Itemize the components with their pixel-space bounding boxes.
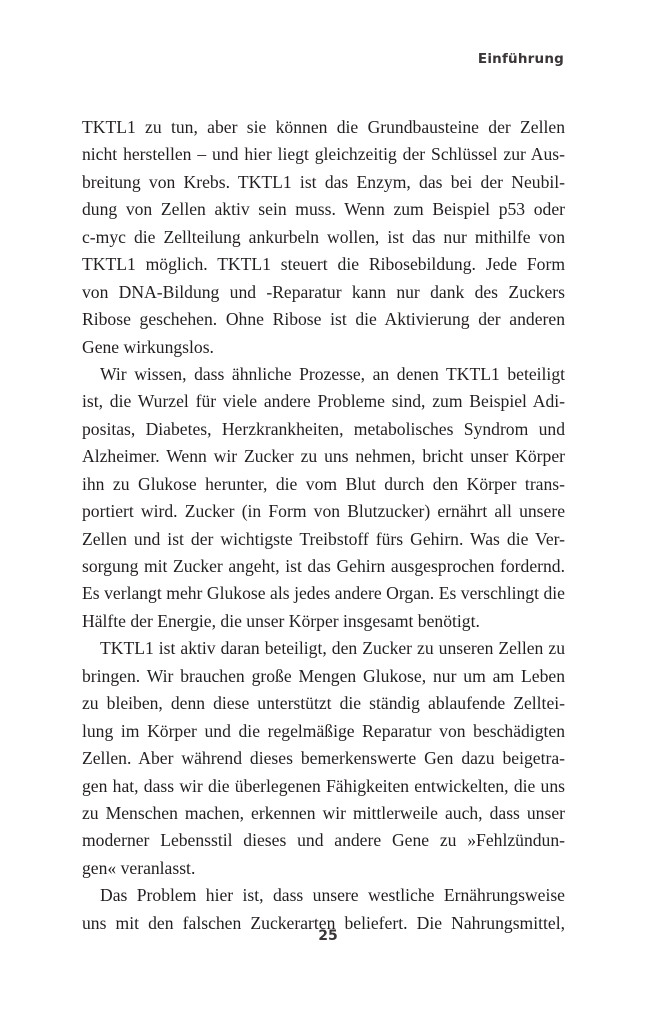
- text-line: gen hat, dass wir die überlegenen Fähigkeiten entwickelten, die uns: [82, 775, 565, 796]
- text-line: nicht herstellen – und hier liegt gleichzeitig der Schlüssel zur Aus-: [82, 144, 565, 165]
- text-line: bringen. Wir brauchen große Mengen Glukose, nur um am Leben: [82, 665, 565, 686]
- text-line: Alzheimer. Wenn wir Zucker zu uns nehmen, bricht unser Körper: [82, 446, 565, 467]
- text-line: zu Menschen machen, erkennen wir mittlerweile auch, dass unser: [82, 802, 565, 823]
- text-line: sorgung mit Zucker angeht, ist das Gehirn ausgesprochen fordernd.: [82, 556, 565, 576]
- text-line: uns mit den falschen Zuckerarten beliefert. Die Nahrungsmittel,: [82, 912, 565, 933]
- text-line: breitung von Krebs. TKTL1 ist das Enzym, das bei der Neubil-: [82, 171, 565, 192]
- text-line: lung im Körper und die regelmäßige Reparatur von beschädigten: [82, 720, 565, 741]
- text-line-paragraph-end: Hälfte der Energie, die unser Körper insgesamt benötigt.: [82, 610, 480, 631]
- running-head: Einführung: [477, 51, 564, 67]
- text-line-paragraph-end: gen« veranlasst.: [82, 857, 196, 878]
- text-line: positas, Diabetes, Herzkrankheiten, metabolisches Syndrom und: [82, 418, 565, 439]
- text-line: TKTL1 zu tun, aber sie können die Grundbausteine der Zellen: [82, 117, 565, 137]
- text-line: TKTL1 möglich. TKTL1 steuert die Ribosebildung. Jede Form: [82, 254, 565, 275]
- text-line: portiert wird. Zucker (in Form von Blutzucker) ernährt all unsere: [82, 501, 565, 522]
- text-line: dung von Zellen aktiv sein muss. Wenn zum Beispiel p53 oder: [82, 199, 565, 220]
- text-line: Ribose geschehen. Ohne Ribose ist die Aktivierung der anderen: [82, 309, 565, 330]
- page-number: 25: [318, 928, 338, 944]
- text-line: ihn zu Glukose herunter, die vom Blut durch den Körper trans-: [82, 473, 565, 494]
- text-line: moderner Lebensstil dieses und andere Gene zu »Fehlzündun-: [82, 830, 565, 851]
- text-line: ist, die Wurzel für viele andere Probleme sind, zum Beispiel Adi-: [82, 391, 565, 412]
- text-line: zu bleiben, denn diese unterstützt die ständig ablaufende Zelltei-: [82, 693, 565, 714]
- text-line: von DNA-Bildung und -Reparatur kann nur dank des Zuckers: [82, 281, 565, 302]
- text-line: Zellen und ist der wichtigste Treibstoff fürs Gehirn. Was die Ver-: [82, 528, 565, 549]
- text-line-paragraph-start: TKTL1 ist aktiv daran beteiligt, den Zucker zu unseren Zellen zu: [100, 638, 565, 659]
- text-line: c-myc die Zellteilung ankurbeln wollen, ist das nur mithilfe von: [82, 226, 565, 247]
- text-line-paragraph-start: Wir wissen, dass ähnliche Prozesse, an denen TKTL1 beteiligt: [100, 363, 565, 384]
- text-line-paragraph-end: Gene wirkungslos.: [82, 336, 214, 357]
- body-text: [82, 114, 565, 937]
- text-line: Es verlangt mehr Glukose als jedes andere Organ. Es verschlingt die: [82, 583, 565, 604]
- text-line: Zellen. Aber während dieses bemerkenswerte Gen dazu beigetra-: [82, 748, 565, 769]
- text-line-paragraph-start: Das Problem hier ist, dass unsere westliche Ernährungsweise: [100, 885, 565, 906]
